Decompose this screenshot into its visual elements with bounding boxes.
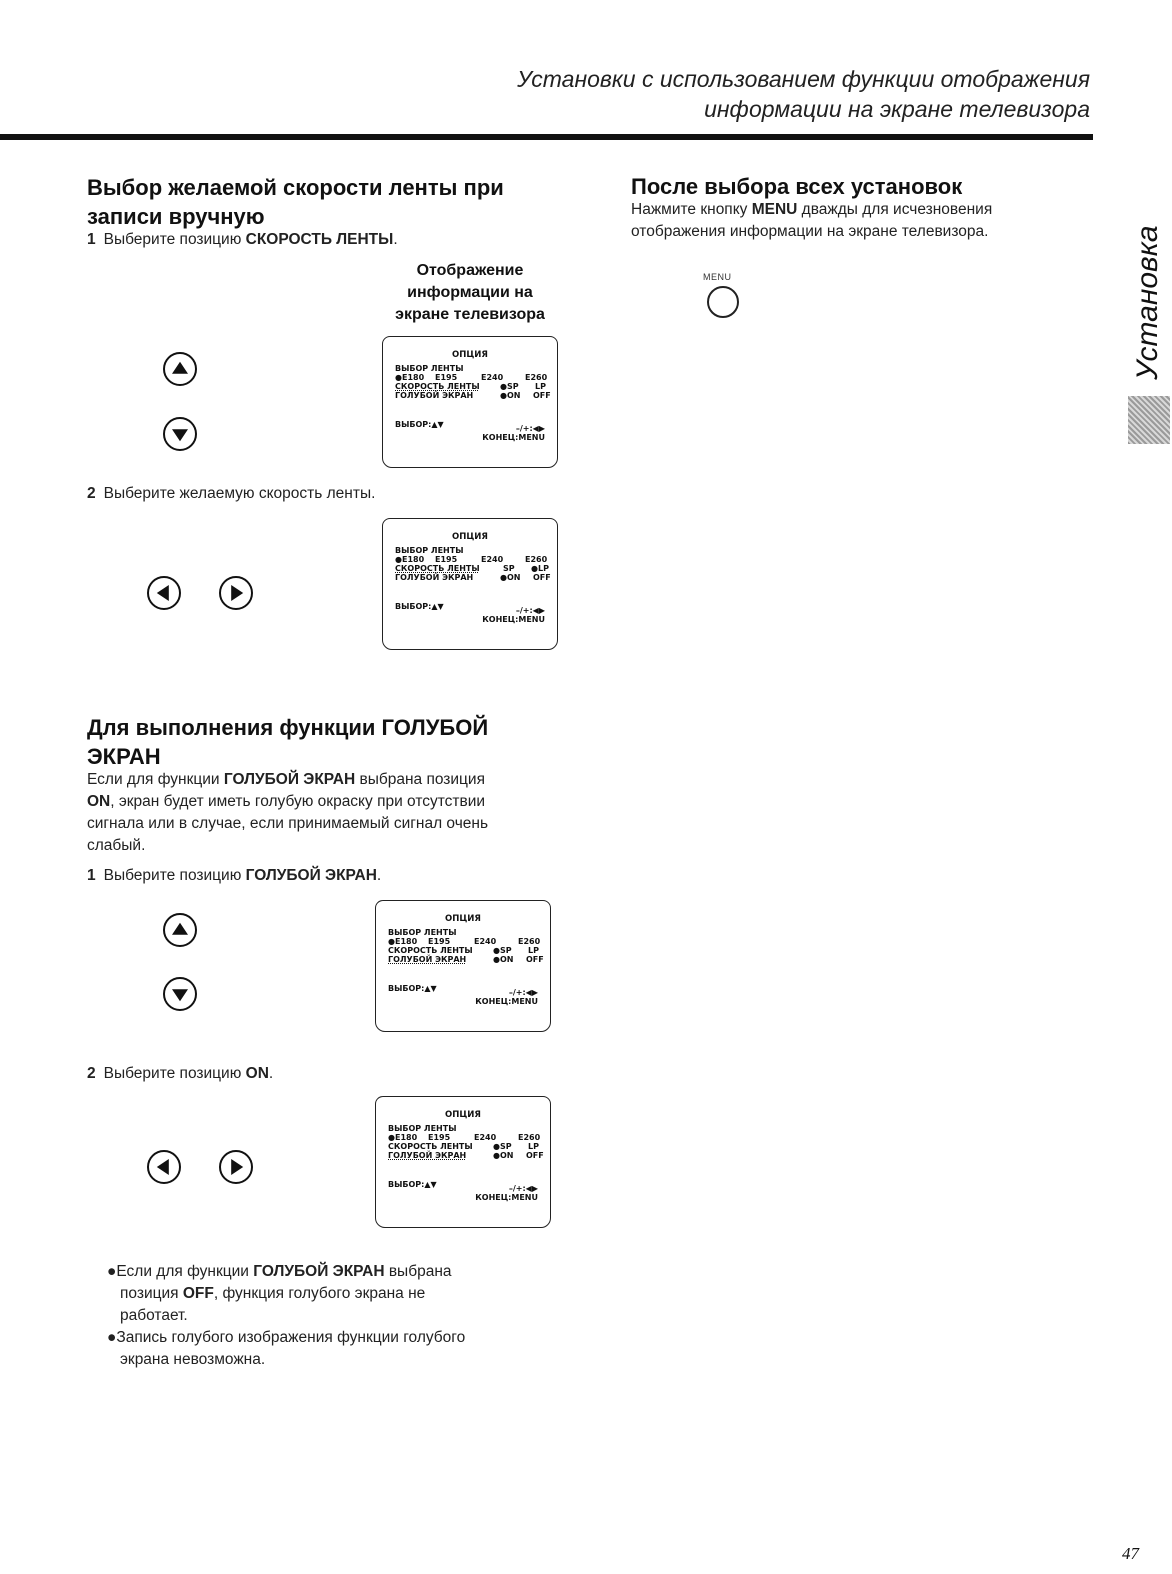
step-end: . [268, 1065, 274, 1082]
osd-end-hint: КОНЕЦ:MENU [482, 433, 545, 442]
osd-end-hint: КОНЕЦ:MENU [475, 997, 538, 1006]
right-button[interactable] [219, 576, 253, 610]
section2-title-line2: ЭКРАН [87, 744, 161, 769]
osd-blue-label: ГОЛУБОЙ ЭКРАН [388, 1151, 467, 1160]
osd-e260: E260 [518, 937, 541, 946]
para-text: Нажмите кнопку [631, 201, 752, 218]
caption-line-2: информации на [407, 284, 533, 301]
osd-off: OFF [533, 573, 551, 582]
up-button[interactable] [163, 352, 197, 386]
up-arrow-icon [172, 362, 188, 374]
osd-e195: E195 [435, 373, 458, 382]
osd-plusminus-hint: –/+:◀▶ [515, 424, 545, 433]
step-number: 2 [87, 485, 96, 502]
notes-list [107, 1261, 547, 1371]
down-button[interactable] [163, 417, 197, 451]
header-line-1: Установки с использованием функции отображения [517, 66, 1090, 92]
osd-speed-label: СКОРОСТЬ ЛЕНТЫ [388, 946, 473, 955]
para-text: , экран будет иметь голубую окраску при отсутствии [110, 793, 486, 810]
left-button[interactable] [147, 576, 181, 610]
osd-e195: E195 [428, 937, 451, 946]
note-2-line-2: экрана невозможна. [120, 1351, 266, 1368]
section1-step1 [87, 229, 398, 251]
osd-sp: ●SP [493, 946, 512, 955]
menu-button-label: MENU [703, 272, 732, 282]
osd-e180: ●E180 [395, 555, 425, 564]
note-bold: ГОЛУБОЙ ЭКРАН [253, 1263, 385, 1280]
left-arrow-icon [157, 1159, 169, 1175]
osd-plusminus-hint: –/+:◀▶ [508, 988, 538, 997]
osd-lp: LP [528, 1142, 539, 1151]
osd-e260: E260 [525, 555, 548, 564]
para-line-2: отображения информации на экране телевизора. [631, 223, 989, 240]
step-end: . [393, 231, 398, 248]
osd-e195: E195 [435, 555, 458, 564]
osd-speed-label: СКОРОСТЬ ЛЕНТЫ [395, 564, 480, 573]
osd-tape-select: ВЫБОР ЛЕНТЫ [395, 364, 464, 373]
left-arrow-icon [157, 585, 169, 601]
step-number: 2 [87, 1065, 96, 1082]
osd-select-hint: ВЫБОР:▲▼ [388, 1180, 437, 1189]
note-1-line-3: работает. [120, 1307, 188, 1324]
menu-button[interactable] [707, 286, 739, 318]
para-text: дважды для исчезновения [797, 201, 993, 218]
osd-e260: E260 [518, 1133, 541, 1142]
osd-tape-select: ВЫБОР ЛЕНТЫ [388, 928, 457, 937]
osd-screen-2 [382, 518, 558, 650]
osd-sp: ●SP [493, 1142, 512, 1151]
osd-blue-label: ГОЛУБОЙ ЭКРАН [388, 955, 467, 964]
section2-step2 [87, 1063, 273, 1085]
down-arrow-icon [172, 429, 188, 441]
para-text: Если для функции [87, 771, 224, 788]
step-text: Выберите позицию [103, 867, 246, 884]
osd-on: ●ON [493, 955, 514, 964]
osd-e260: E260 [525, 373, 548, 382]
osd-e180: ●E180 [395, 373, 425, 382]
side-tab [1129, 220, 1169, 390]
side-tab-marker [1128, 396, 1170, 444]
note-text: , функция голубого экрана не [213, 1285, 426, 1302]
osd-title: ОПЦИЯ [445, 1110, 481, 1120]
left-button-2[interactable] [147, 1150, 181, 1184]
osd-off: OFF [533, 391, 551, 400]
para-bold: MENU [751, 201, 798, 218]
down-button-2[interactable] [163, 977, 197, 1011]
section2-paragraph [87, 769, 567, 857]
page-number: 47 [1122, 1544, 1139, 1563]
step-text: Выберите позицию [103, 231, 246, 248]
header-line-2: информации на экране телевизора [704, 96, 1090, 122]
right-button-2[interactable] [219, 1150, 253, 1184]
osd-end-hint: КОНЕЦ:MENU [482, 615, 545, 624]
up-arrow-icon [172, 923, 188, 935]
osd-on: ●ON [500, 573, 521, 582]
osd-plusminus-hint: –/+:◀▶ [515, 606, 545, 615]
osd-title: ОПЦИЯ [452, 532, 488, 542]
osd-e240: E240 [474, 1133, 497, 1142]
section3-title: После выбора всех установок [631, 174, 963, 199]
para-bold: ON [87, 793, 111, 810]
osd-screen-1 [382, 336, 558, 468]
osd-e240: E240 [481, 373, 504, 382]
note-2-line-1: ●Запись голубого изображения функции голубого [107, 1329, 466, 1346]
right-arrow-icon [231, 585, 243, 601]
osd-e240: E240 [481, 555, 504, 564]
step-bold: ГОЛУБОЙ ЭКРАН [245, 867, 377, 884]
section3-paragraph [631, 199, 1071, 243]
osd-speed-label: СКОРОСТЬ ЛЕНТЫ [388, 1142, 473, 1151]
section1-title-line1: Выбор желаемой скорости ленты при [87, 175, 504, 200]
osd-off: OFF [526, 955, 544, 964]
osd-title: ОПЦИЯ [452, 350, 488, 360]
section2-step1 [87, 865, 381, 887]
osd-tape-select: ВЫБОР ЛЕНТЫ [388, 1124, 457, 1133]
up-button-2[interactable] [163, 913, 197, 947]
step-number: 1 [87, 867, 96, 884]
osd-sp: ●SP [500, 382, 519, 391]
osd-select-hint: ВЫБОР:▲▼ [395, 602, 444, 611]
step-end: . [376, 867, 382, 884]
osd-e180: ●E180 [388, 937, 418, 946]
osd-screen-4 [375, 1096, 551, 1228]
osd-e240: E240 [474, 937, 497, 946]
para-text: выбрана позиция [355, 771, 485, 788]
section1-step2 [87, 483, 375, 505]
osd-on: ●ON [493, 1151, 514, 1160]
para-bold: ГОЛУБОЙ ЭКРАН [223, 771, 356, 788]
step-bold: СКОРОСТЬ ЛЕНТЫ [245, 231, 394, 248]
osd-lp-selected: ●LP [531, 564, 549, 573]
osd-select-hint: ВЫБОР:▲▼ [388, 984, 437, 993]
step-bold: ON [245, 1065, 269, 1082]
side-tab-label: Установка [1131, 225, 1164, 380]
osd-e195: E195 [428, 1133, 451, 1142]
osd-title: ОПЦИЯ [445, 914, 481, 924]
para-line-4: слабый. [87, 837, 146, 854]
osd-speed-label: СКОРОСТЬ ЛЕНТЫ [395, 382, 480, 391]
note-text: ●Если для функции [107, 1263, 254, 1280]
osd-on: ●ON [500, 391, 521, 400]
osd-sp: SP [503, 564, 515, 573]
osd-caption [370, 260, 570, 326]
osd-off: OFF [526, 1151, 544, 1160]
osd-lp: LP [535, 382, 546, 391]
header-rule [0, 134, 1093, 140]
para-line-3: сигнала или в случае, если принимаемый сигнал очень [87, 815, 489, 832]
step-text: Выберите позицию [103, 1065, 246, 1082]
note-text: выбрана [384, 1263, 452, 1280]
step-text: Выберите желаемую скорость ленты. [103, 485, 376, 502]
osd-e180: ●E180 [388, 1133, 418, 1142]
osd-tape-select: ВЫБОР ЛЕНТЫ [395, 546, 464, 555]
note-1-line-1 [107, 1261, 547, 1283]
down-arrow-icon [172, 989, 188, 1001]
osd-select-hint: ВЫБОР:▲▼ [395, 420, 444, 429]
osd-blue-label: ГОЛУБОЙ ЭКРАН [395, 391, 474, 400]
section2-title-line1: Для выполнения функции ГОЛУБОЙ [87, 715, 489, 740]
osd-plusminus-hint: –/+:◀▶ [508, 1184, 538, 1193]
osd-end-hint: КОНЕЦ:MENU [475, 1193, 538, 1202]
osd-lp: LP [528, 946, 539, 955]
right-arrow-icon [231, 1159, 243, 1175]
note-text: позиция [120, 1285, 183, 1302]
osd-blue-label: ГОЛУБОЙ ЭКРАН [395, 573, 474, 582]
step-number: 1 [87, 231, 96, 248]
caption-line-3: экране телевизора [395, 306, 545, 323]
osd-screen-3 [375, 900, 551, 1032]
note-1-line-2 [107, 1283, 547, 1305]
note-bold: OFF [182, 1285, 214, 1302]
section1-title-line2: записи вручную [87, 204, 265, 229]
caption-line-1: Отображение [416, 262, 524, 279]
